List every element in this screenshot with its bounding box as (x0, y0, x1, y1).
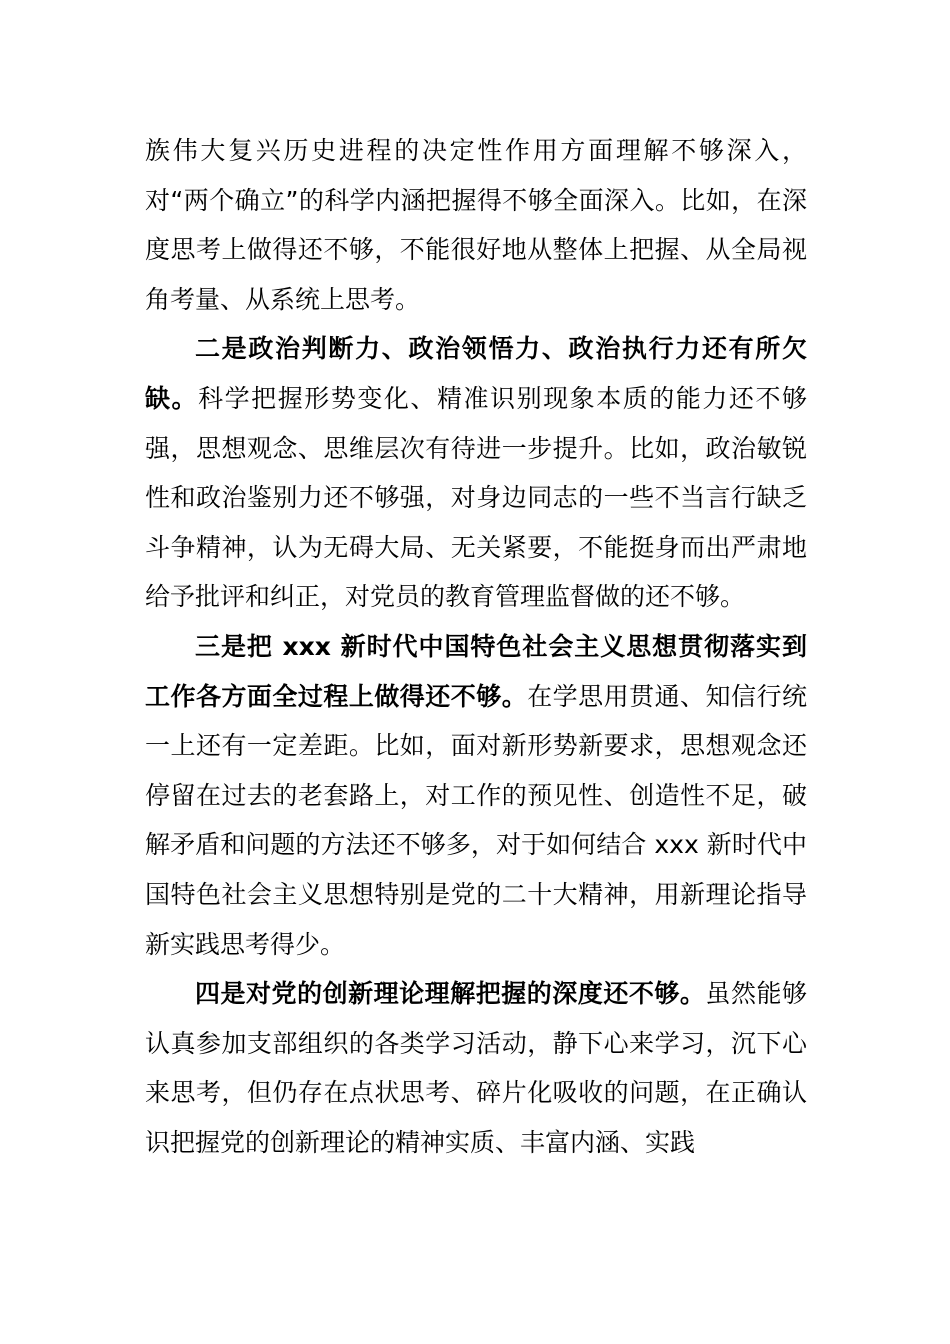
document-body (145, 126, 807, 1167)
paragraph-text: 族伟大复兴历史进程的决定性作用方面理解不够深入，对“两个确立”的科学内涵把握得不够全面深入。比如，在深度思考上做得还不够，不能很好地从整体上把握、从全局视角考量、从系统上思考。 (145, 136, 807, 314)
paragraph-point-two (145, 324, 807, 622)
paragraph-heading: 四是对党的创新理论理解把握的深度还不够。 (195, 979, 706, 1009)
paragraph-text: 虽然能够认真参加支部组织的各类学习活动，静下心来学习，沉下心来思考，但仍存在点状思考、碎片化吸收的问题，在正确认识把握党的创新理论的精神实质、丰富内涵、实践 (145, 979, 807, 1157)
paragraph-point-four (145, 969, 807, 1167)
paragraph-text: 科学把握形势变化、精准识别现象本质的能力还不够强，思想观念、思维层次有待进一步提升。比如，政治敏锐性和政治鉴别力还不够强，对身边同志的一些不当言行缺乏斗争精神，认为无碍大局、无关紧要，不能挺身而出严肃地给予批评和纠正，对党员的教育管理监督做的还不够。 (145, 383, 807, 612)
paragraph-point-three (145, 622, 807, 969)
paragraph-heading: 三是把 xxx 新时代中国特色社会主义思想贯彻落实到工作各方面全过程上做得还不够。 (145, 631, 807, 711)
paragraph-continuation (145, 126, 807, 324)
paragraph-heading: 二是政治判断力、政治领悟力、政治执行力还有所欠缺。 (145, 334, 807, 413)
paragraph-text: 在学思用贯通、知信行统一上还有一定差距。比如，面对新形势新要求，思想观念还停留在过去的老套路上，对工作的预见性、创造性不足，破解矛盾和问题的方法还不够多，对于如何结合 xxx 新时代中国特色社会主义思想特别是党的二十大精神，用新理论指导新实践思考得少。 (145, 681, 807, 959)
